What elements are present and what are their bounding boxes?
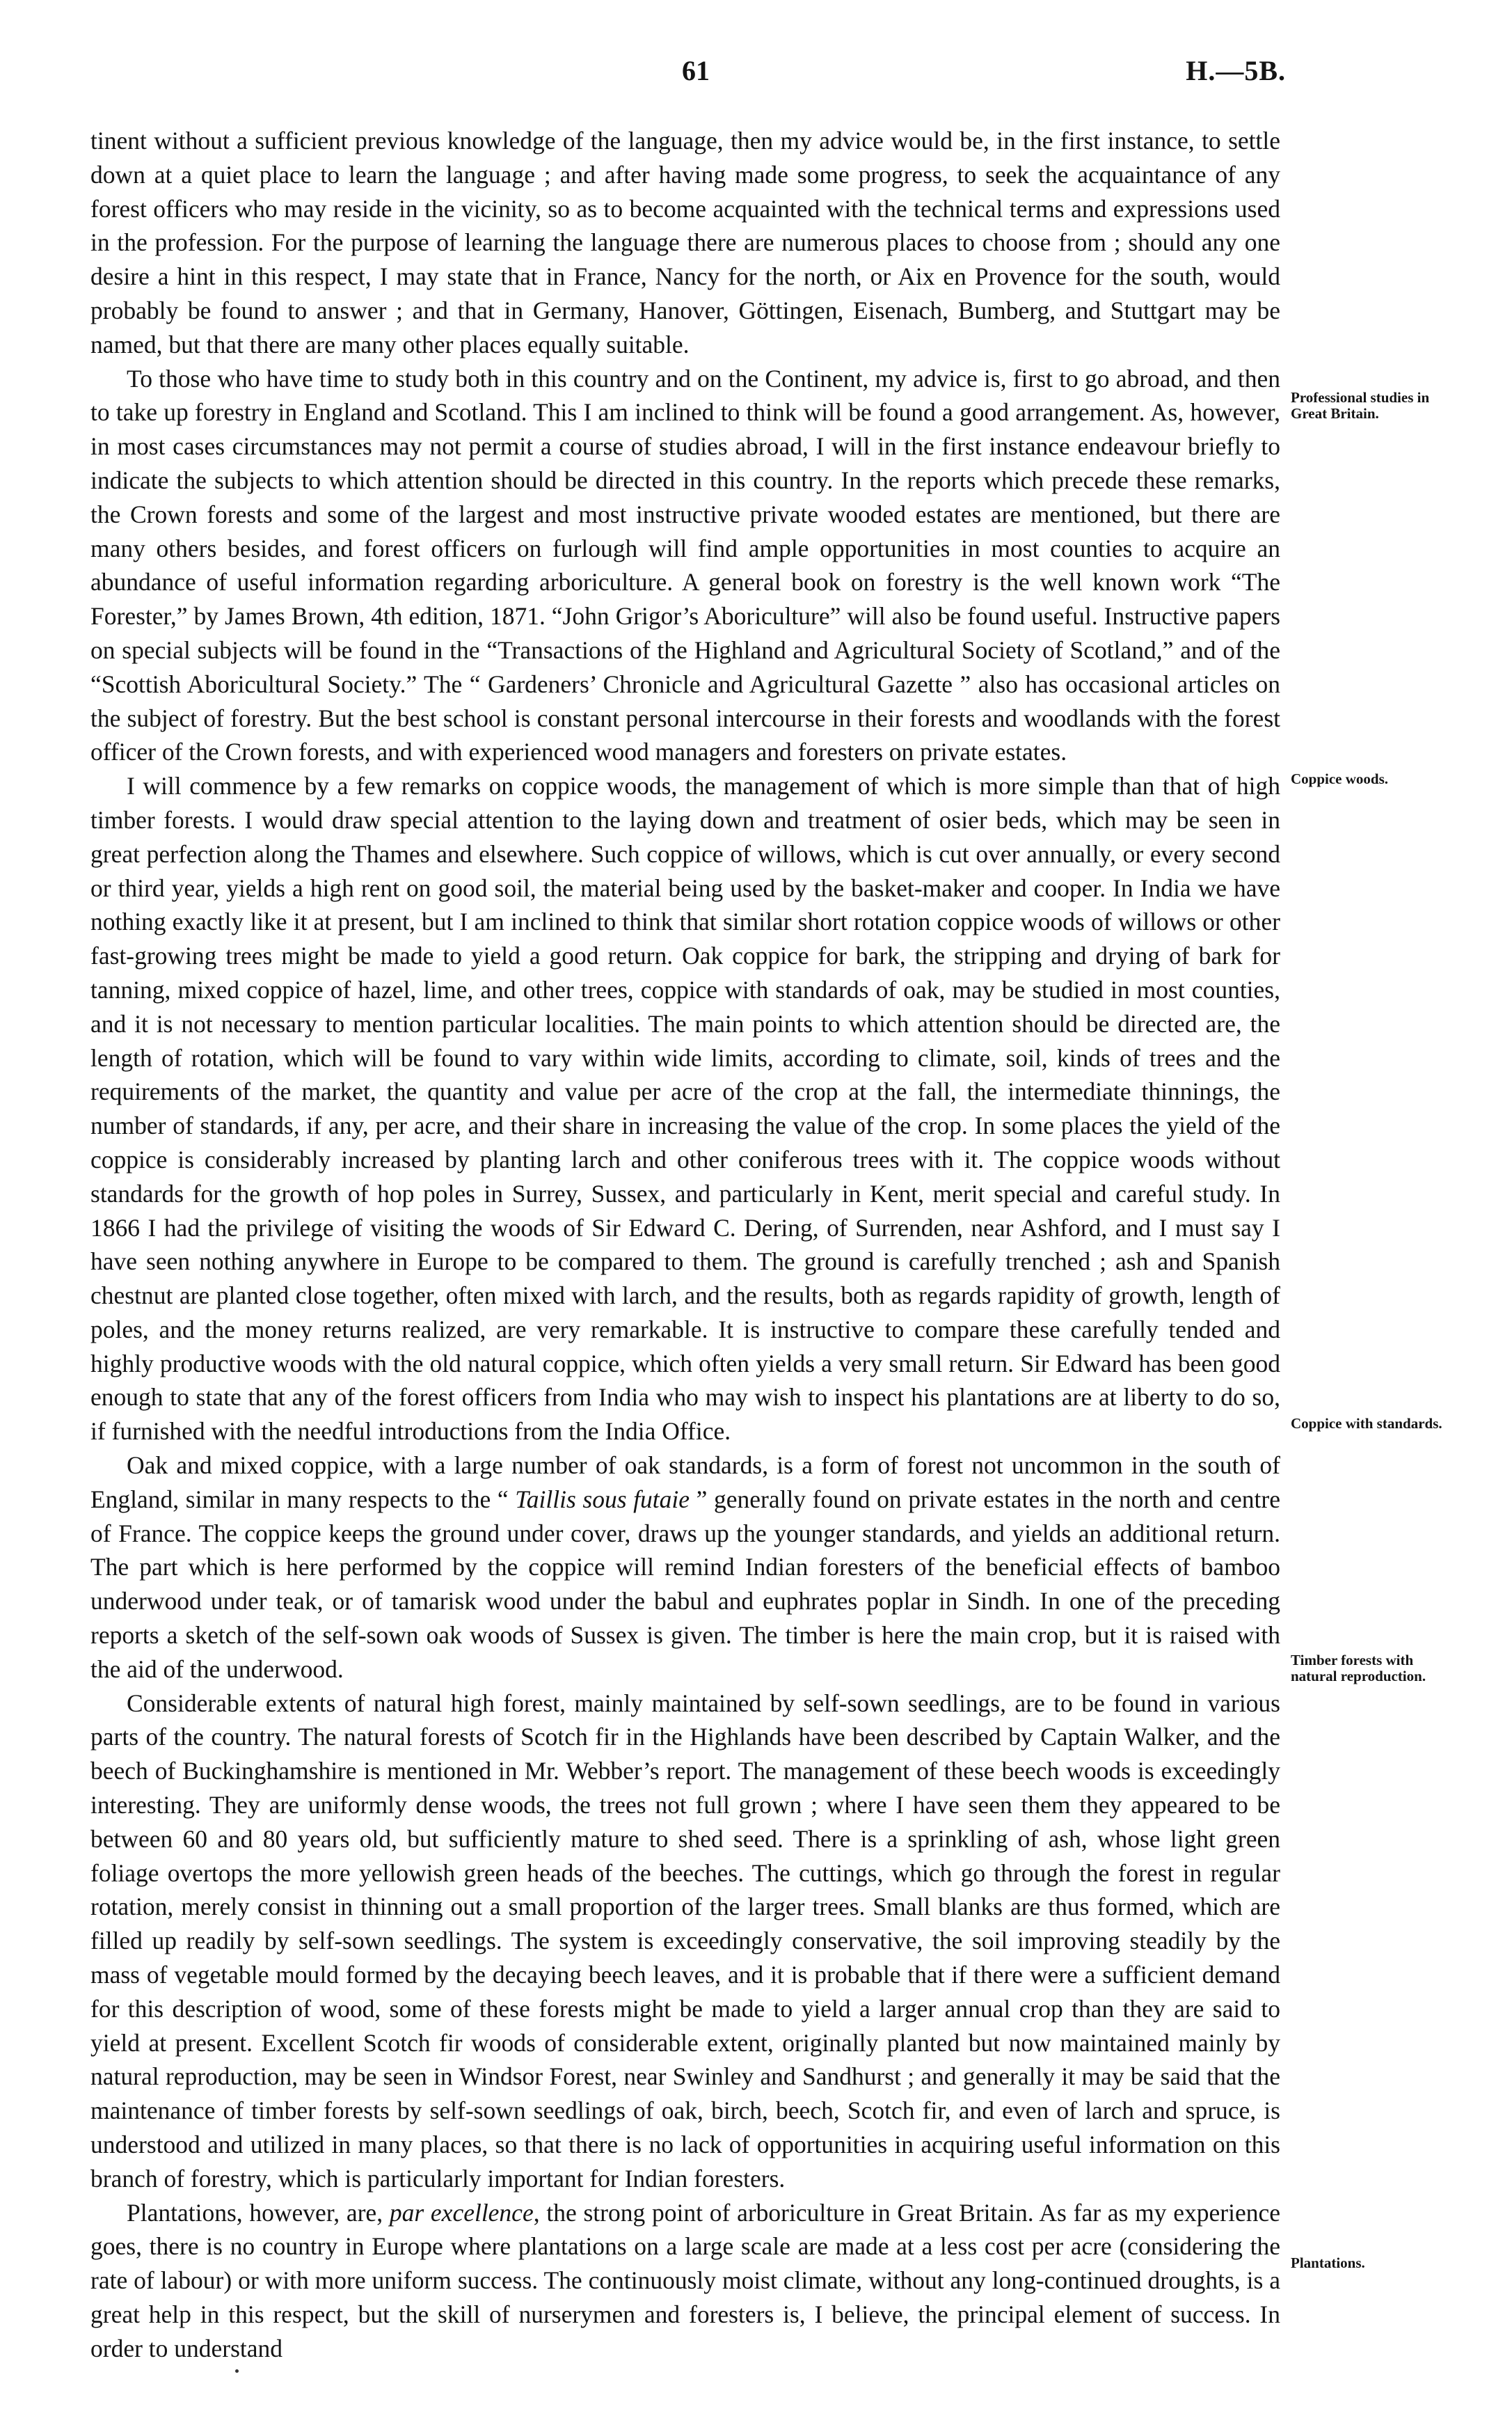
paragraph-coppice-woods: I will commence by a few remarks on coppice woods, the management of which is more simple than that of high timber forests. I would draw special attention to the laying down and treatment of osier beds, which may be seen in great perfection along the Thames and elsewhere. Such coppice of willows, which is cut over annually, or every second or third year, yields a high rent on good soil, the material being used by the basket-maker and cooper. In India we have nothing exactly like it at present, but I am inclined to think that similar short rotation coppice woods of willows or other fast-growing trees might be made to yield a good return. Oak coppice for bark, the stripping and drying of bark for tanning, mixed coppice of hazel, lime, and other trees, coppice with standards of oak, may be studied in most counties, and it is not necessary to mention particular localities. The main points to which attention should be directed are, the length of rotation, which will be found to vary within wide limits, according to climate, soil, kinds of trees and the requirements of the market, the quantity and value per acre of the crop at the fall, the intermediate thinnings, the number of standards, if any, per acre, and their share in increasing the value of the crop. In some places the yield of the coppice is considerably increased by planting larch and other coniferous trees with it. The coppice woods without standards for the growth of hop poles in Surrey, Sussex, and particularly in Kent, merit special and careful study. In 1866 I had the privilege of visiting the woods of Sir Edward C. Dering, of Surrenden, near Ashford, and I must say I have seen nothing anywhere in Europe to be compared to them. The ground is carefully trenched ; ash and Spanish chestnut are planted close together, often mixed with larch, and the results, both as regards rapidity of growth, length of poles, and the money returns realized, are very remarkable. It is instructive to compare these carefully tended and highly productive woods with the old natural coppice, which often yields a very small return. Sir Edward has been good enough to state that any of the forest officers from India who may wish to inspect his plantations are at liberty to do so, if furnished with the needful introductions from the India Office. — [90, 772, 1280, 1446]
body-text — [90, 124, 1280, 2366]
paragraph-plantations — [90, 2196, 1280, 2366]
paragraph-professional-studies: To those who have time to study both in this country and on the Continent, my advice is, first to go abroad, and then to take up forestry in England and Scotland. This I am inclined to think will be found a good arrangement. As, however, in most cases circumstances may not permit a course of studies abroad, I will in the first instance endeavour briefly to indicate the subjects to which attention should be directed in this country. In the reports which precede these remarks, the Crown forests and some of the largest and most instructive private wooded estates are mentioned, but there are many others besides, and forest officers on furlough will find ample opportunities in most counties to acquire an abundance of useful information regarding arboriculture. A general book on forestry is the well known work “The Forester,” by James Brown, 4th edition, 1871. “John Grigor’s Aboriculture” will also be found useful. Instructive papers on special subjects will be found in the “Transactions of the Highland and Agricultural Society of Scotland,” and of the “Scottish Aboricultural Society.” The “ Gardeners’ Chronicle and Agricultural Gazette ” also has occasional articles on the subject of forestry. But the best school is constant personal intercourse in their forests and woodlands with the forest officer of the Crown forests, and with experienced wood managers and foresters on private estates. — [90, 364, 1280, 766]
italic-term-taillis: Taillis sous futaie — [515, 1485, 690, 1513]
margin-note-coppice-with-standards: Coppice with standards. — [1291, 1415, 1442, 1432]
margin-note-coppice-woods: Coppice woods. — [1291, 771, 1389, 787]
paragraph-coppice-with-standards — [90, 1448, 1280, 1687]
paragraph-text: , the strong point of arboriculture in Great Britain. As far as my experience goes, there is no country in Europe where plantations on a large scale are made at a less cost per acre (considering the rate of labour) or with more uniform success. The continuously moist climate, without any long-continued droughts, is a great help in this respect, but the skill of nurserymen and foresters is, I believe, the principal element of success. In order to understand — [90, 2198, 1280, 2362]
paragraph-text: Plantations, however, are, — [127, 2198, 390, 2227]
page-number: 61 — [682, 55, 710, 86]
paragraph-text: Oak and mixed coppice, with a large number of oak standards, is a form of forest not uncommon in the south of England, similar in many respects to the “ — [90, 1451, 1280, 1513]
margin-note-timber-forests: Timber forests with natural reproduction. — [1291, 1652, 1426, 1684]
paragraph-continuation: tinent without a sufficient previous knowledge of the language, then my advice would be, in the first instance, to settle down at a quiet place to learn the language ; and after having made some progress, to seek the acquaintance of any forest officers who may reside in the vicinity, so as to become acquainted with the technical terms and expressions used in the profession. For the purpose of learning the language there are numerous places to choose from ; should any one desire a hint in this respect, I may state that in France, Nancy for the north, or Aix en Provence for the south, would probably be found to answer ; and that in Germany, Hanover, Göttingen, Eisenach, Bumberg, and Stuttgart may be named, but that there are many other places equally suitable. — [90, 127, 1280, 358]
paragraph-text: ” generally found on private estates in the north and centre of France. The coppice keeps the ground under cover, draws up the younger standards, and yields an additional return. The part which is here performed by the coppice will remind Indian foresters of the beneficial effects of bamboo underwood under teak, or of tamarisk wood under the babul and euphrates poplar in Sindh. In one of the preceding reports a sketch of the self-sown oak woods of Sussex is given. The timber is here the main crop, but it is raised with the aid of the underwood. — [90, 1485, 1280, 1683]
italic-term-par-excellence: par excellence — [389, 2198, 534, 2227]
series-reference: H.—5B. — [1186, 55, 1286, 86]
margin-note-professional-studies: Professional studies in Great Britain. — [1291, 389, 1430, 422]
margin-note-plantations: Plantations. — [1291, 2254, 1365, 2271]
paragraph-timber-forests: Considerable extents of natural high forest, mainly maintained by self-sown seedlings, are to be found in various parts of the country. The natural forests of Scotch fir in the Highlands have been described by Captain Walker, and the beech of Buckinghamshire is mentioned in Mr. Webber’s report. The management of these beech woods is exceedingly interesting. They are uniformly dense woods, the trees not full grown ; where I have seen them they appeared to be between 60 and 80 years old, but sufficiently mature to shed seed. There is a sprinkling of ash, whose light green foliage overtops the more yellowish green heads of the beeches. The cuttings, which go through the forest in regular rotation, merely consist in thinning out a small proportion of the larger trees. Small blanks are thus formed, which are filled up readily by self-sown seedlings. The system is exceedingly conservative, the soil improving steadily by the mass of vegetable mould formed by the decaying beech leaves, and it is probable that if there were a sufficient demand for this description of wood, some of these forests might be made to yield a larger annual crop than they are said to yield at present. Excellent Scotch fir woods of considerable extent, originally planted but now maintained mainly by natural reproduction, may be seen in Windsor Forest, near Swinley and Sandhurst ; and generally it may be said that the maintenance of timber forests by self-sown seedlings of oak, birch, beech, Scotch fir, and even of larch and spruce, is understood and utilized in many places, so that there is no lack of opportunities in acquiring useful information on this branch of forestry, which is particularly important for Indian foresters. — [90, 1689, 1280, 2193]
print-speck — [235, 2369, 239, 2373]
page-header — [0, 54, 1512, 96]
